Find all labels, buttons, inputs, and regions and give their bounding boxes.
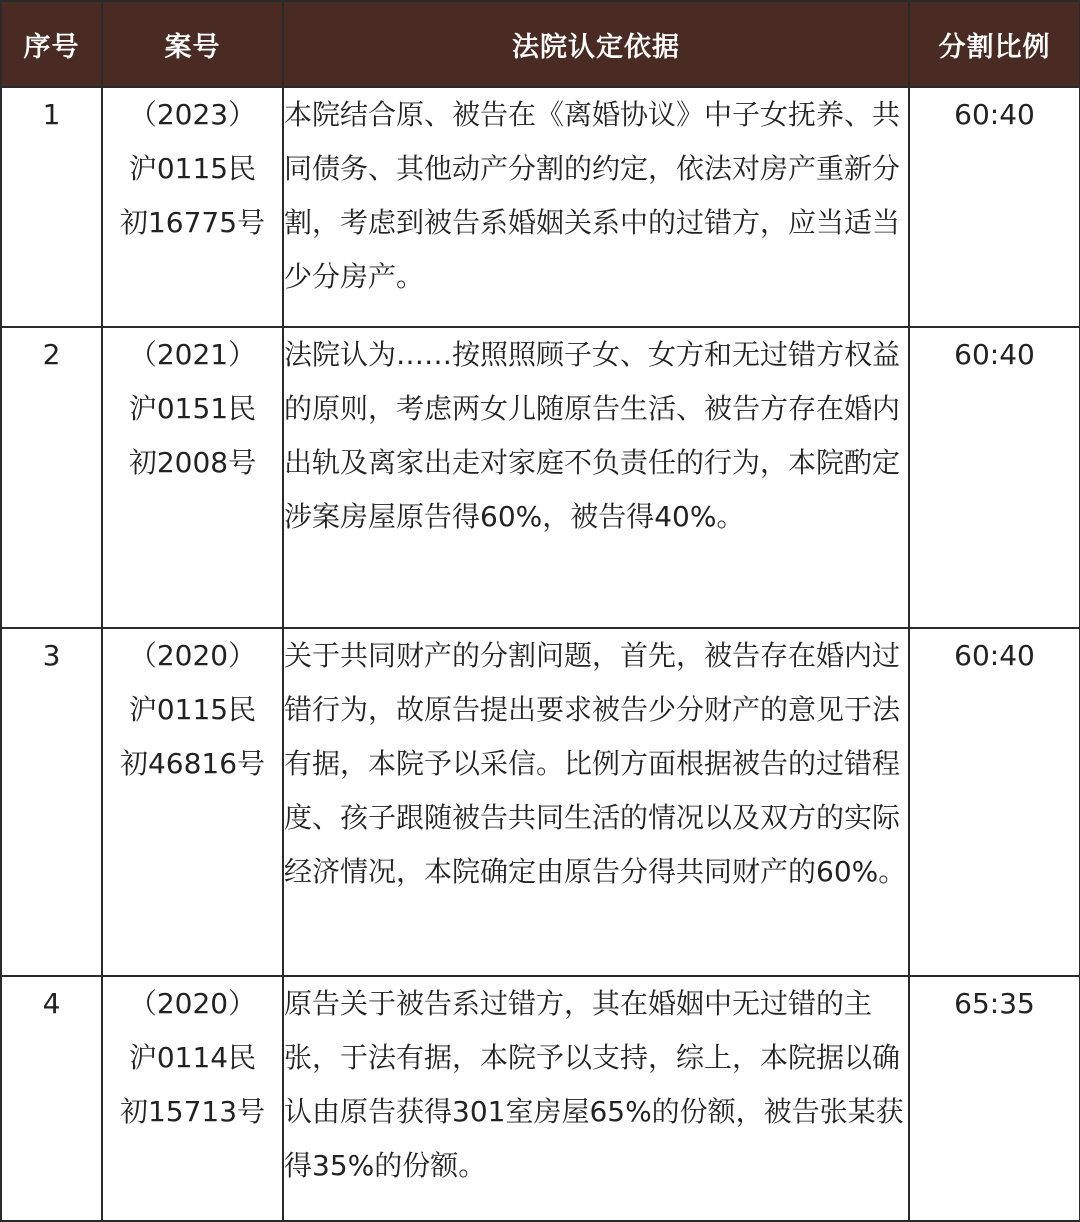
row-court-basis	[283, 628, 909, 976]
row-index: 4	[1, 976, 102, 1221]
row-case-number	[102, 87, 283, 327]
row-court-basis	[283, 87, 909, 327]
row-index: 2	[1, 327, 102, 628]
header-case-number: 案号	[102, 1, 283, 87]
court-basis-text: 本院结合原、被告在《离婚协议》中子女抚养、共同债务、其他动产分割的约定，依法对房产重新分割，考虑到被告系婚姻关系中的过错方，应当适当少分房产。	[284, 98, 901, 293]
table-row	[1, 327, 1080, 628]
case-number-line: （2020）	[128, 987, 257, 1020]
table-row	[1, 628, 1080, 976]
court-basis-text: 法院认为……按照照顾子女、女方和无过错方权益的原则，考虑两女儿随原告生活、被告方存在婚内出轨及离家出走对家庭不负责任的行为，本院酌定涉案房屋原告得60%，被告得40%。	[284, 338, 901, 533]
case-number-line: 初46816号	[119, 747, 266, 780]
court-basis-text: 关于共同财产的分割问题，首先，被告存在婚内过错行为，故原告提出要求被告少分财产的意见于法有据，本院予以采信。比例方面根据被告的过错程度、孩子跟随被告共同生活的情况以及双方的实际经济情况，本院确定由原告分得共同财产的60%。	[284, 639, 907, 888]
header-index: 序号	[1, 1, 102, 87]
table-header	[1, 1, 1080, 87]
header-split-ratio: 分割比例	[909, 1, 1080, 87]
header-row	[1, 1, 1080, 87]
case-number-line: （2021）	[128, 338, 257, 371]
table-row	[1, 976, 1080, 1221]
row-split-ratio: 60:40	[909, 87, 1080, 327]
table-body	[1, 87, 1080, 1221]
case-number-line: 初15713号	[119, 1095, 266, 1128]
case-number-line: 沪0115民	[128, 152, 257, 185]
case-number-line: 沪0114民	[128, 1041, 257, 1074]
header-court-basis: 法院认定依据	[283, 1, 909, 87]
row-index: 3	[1, 628, 102, 976]
row-split-ratio: 65:35	[909, 976, 1080, 1221]
row-split-ratio: 60:40	[909, 327, 1080, 628]
case-number-line: （2020）	[128, 639, 257, 672]
row-court-basis	[283, 976, 909, 1221]
court-basis-text: 原告关于被告系过错方，其在婚姻中无过错的主张，于法有据，本院予以支持，综上，本院据以确认由原告获得301室房屋65%的份额，被告张某获得35%的份额。	[284, 987, 904, 1182]
case-number-line: 沪0151民	[128, 392, 257, 425]
row-case-number	[102, 628, 283, 976]
case-number-line: （2023）	[128, 98, 257, 131]
case-number-line: 初2008号	[128, 446, 257, 479]
case-number-line: 初16775号	[119, 206, 266, 239]
case-number-line: 沪0115民	[128, 693, 257, 726]
table-row	[1, 87, 1080, 327]
row-case-number	[102, 327, 283, 628]
row-case-number	[102, 976, 283, 1221]
row-index: 1	[1, 87, 102, 327]
row-split-ratio: 60:40	[909, 628, 1080, 976]
row-court-basis	[283, 327, 909, 628]
